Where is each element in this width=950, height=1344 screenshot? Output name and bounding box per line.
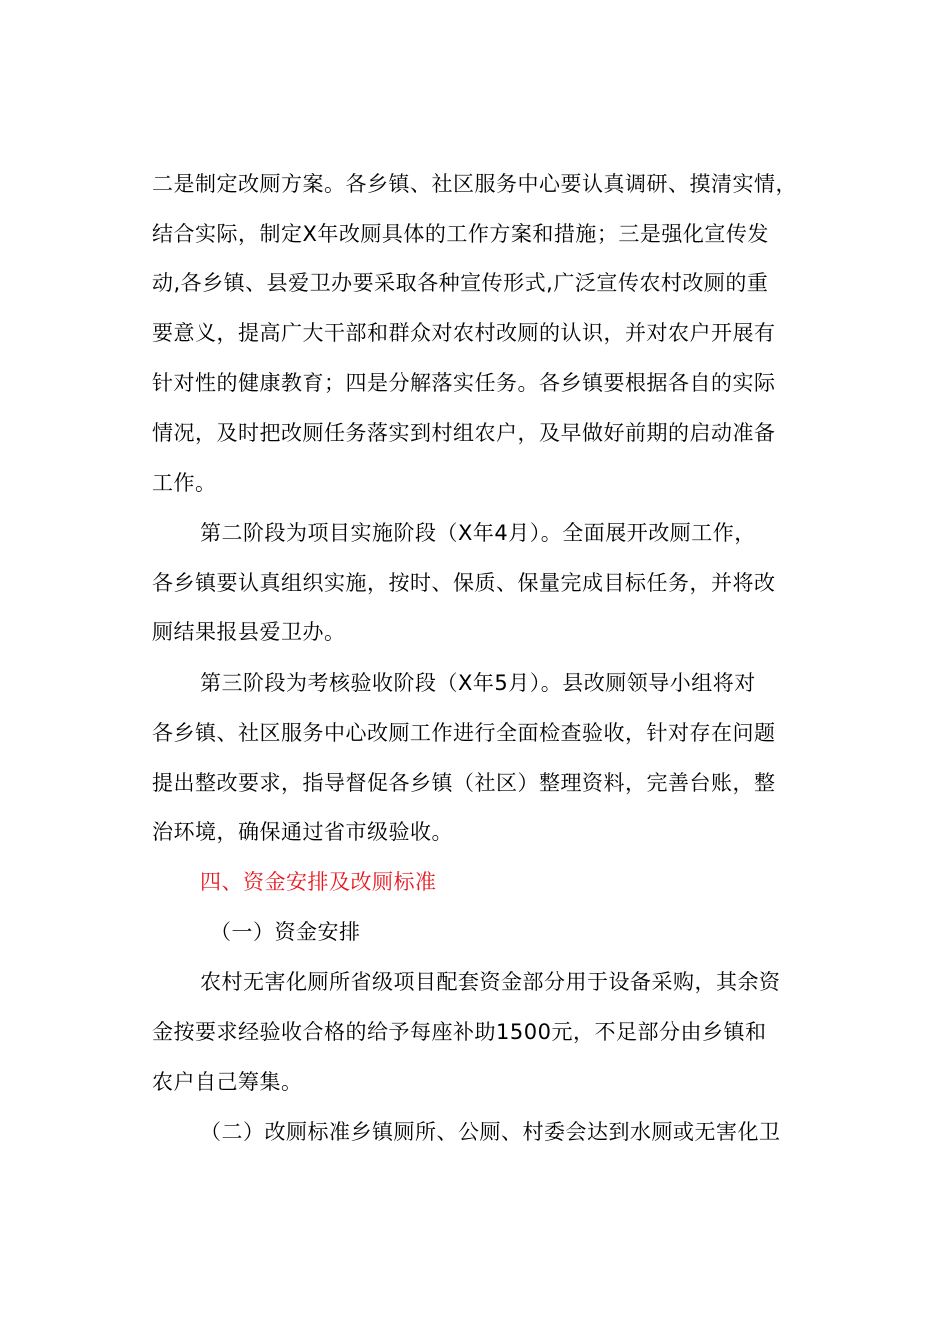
paragraph-line-17: 农户自己筹集。 [152,1070,303,1094]
section-heading: 四、资金安排及改厕标准 [200,870,437,894]
paragraph-line-7: 工作。 [152,471,217,495]
paragraph-line-12: 各乡镇、社区服务中心改厕工作进行全面检查验收，针对存在问题 [152,721,776,745]
paragraph-line-5: 针对性的健康教育；四是分解落实任务。各乡镇要根据各自的实际 [152,371,776,395]
paragraph-line-18: （二）改厕标准乡镇厕所、公厕、村委会达到水厕或无害化卫 [200,1120,781,1144]
paragraph-line-2: 结合实际，制定X年改厕具体的工作方案和措施；三是强化宣传发 [152,222,769,246]
paragraph-line-3: 动,各乡镇、县爱卫办要采取各种宣传形式,广泛宣传农村改厕的重 [152,271,769,295]
subsection-heading-1: （一）资金安排 [210,920,361,944]
paragraph-line-16: 金按要求经验收合格的给予每座补助1500元，不足部分由乡镇和 [152,1020,767,1044]
paragraph-line-9: 各乡镇要认真组织实施，按时、保质、保量完成目标任务，并将改 [152,571,776,595]
paragraph-line-1: 二是制定改厕方案。各乡镇、社区服务中心要认真调研、摸清实情， [152,172,797,196]
paragraph-line-13: 提出整改要求，指导督促各乡镇（社区）整理资料，完善台账，整 [152,771,776,795]
paragraph-line-11: 第三阶段为考核验收阶段（X年5月）。县改厕领导小组将对 [200,671,756,695]
paragraph-line-8: 第二阶段为项目实施阶段（X年4月）。全面展开改厕工作， [200,521,756,545]
paragraph-line-14: 治环境，确保通过省市级验收。 [152,820,453,844]
paragraph-line-10: 厕结果报县爱卫办。 [152,620,346,644]
paragraph-line-4: 要意义，提高广大干部和群众对农村改厕的认识，并对农户开展有 [152,321,776,345]
paragraph-line-15: 农村无害化厕所省级项目配套资金部分用于设备采购，其余资 [200,970,781,994]
paragraph-line-6: 情况，及时把改厕任务落实到村组农户，及早做好前期的启动准备 [152,421,776,445]
